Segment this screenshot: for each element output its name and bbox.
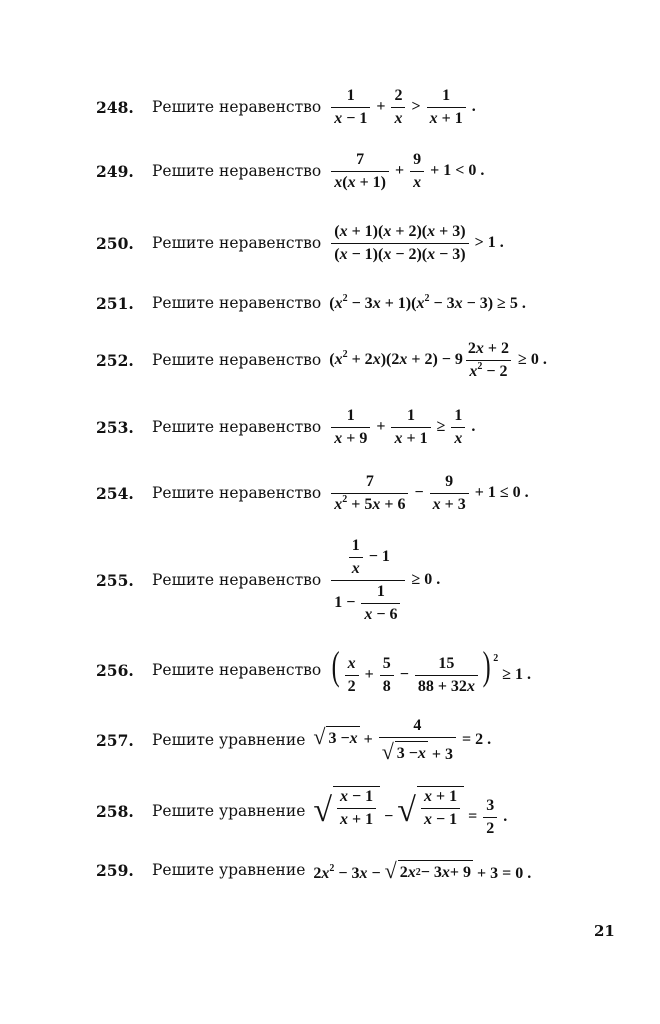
problem-250 (96, 224, 504, 263)
problem-251 (96, 293, 526, 314)
problem-number: 258. (96, 801, 134, 821)
problem-number: 248. (96, 97, 134, 117)
problem-number: 251. (96, 294, 134, 314)
formula: $\frac{1}{x + 9}$ + $\frac{1}{x + 1}$ ≥ $\frac{1}{x}$ . (329, 408, 475, 447)
formula: √ 3 − x + 4 √ 3 − x + 3 = 2 . (313, 717, 492, 764)
page-number: 21 (594, 922, 615, 940)
problem-label: Решите неравенство (152, 570, 322, 589)
problem-label: Решите неравенство (152, 294, 322, 313)
problem-label: Решите неравенство (152, 233, 322, 252)
problem-number: 256. (96, 660, 134, 680)
problem-256 (96, 643, 532, 695)
formula: $(x^2 + 2x)(2x + 2) - 9$ $\frac{2x + 2}{x^2 - 2}$ ≥ 0 . (329, 340, 547, 380)
problem-number: 250. (96, 233, 134, 253)
problem-number: 249. (96, 161, 134, 181)
problem-label: Решите неравенство (152, 350, 322, 369)
problem-253 (96, 408, 475, 447)
problem-259 (96, 860, 531, 882)
formula: $\frac{(x + 1)(x + 2)(x + 3)}{(x - 1)(x - 2)(x - 3)}$ > 1 . (329, 224, 503, 263)
formula: √ $\frac{x - 1}{x + 1}$ − √ $\frac{x + 1}{x - 1}$ = $\frac{3}{2}$ . (313, 788, 508, 837)
formula: $2x^2 - 3x$ − √ 2 x 2 − 3 x + 9 + 3 = 0 . (313, 858, 532, 883)
problem-label: Решите неравенство (152, 417, 322, 436)
problem-label: Решите уравнение (152, 861, 306, 880)
problem-label: Решите неравенство (152, 483, 322, 502)
formula: ( $\frac{x}{2}$ + $\frac{5}{8}$ − $\frac{15}{88 + 32x}$ ) $^2$ ≥ 1 . (331, 643, 532, 695)
problem-258 (96, 786, 507, 837)
problem-248 (96, 88, 476, 127)
formula: $(x^2 - 3x + 1)(x^2 - 3x - 3) \ge 5$ . (329, 293, 526, 312)
formula: $\frac{7}{x^2 + 5x + 6}$ − $\frac{9}{x + 3}$ + 1 ≤ 0 . (329, 474, 528, 513)
problem-255 (96, 538, 440, 623)
formula: $\frac{7}{x(x + 1)}$ + $\frac{9}{x}$ + 1 < 0 . (329, 152, 484, 191)
formula: $\frac{1}{x - 1}$ + $\frac{2}{x}$ > $\frac{1}{x + 1}$ . (329, 88, 476, 127)
formula: $\frac{1}{x}$ − 1 1 − $\frac{1}{x - 6}$ ≥ 0 . (329, 538, 440, 623)
problem-249 (96, 152, 484, 191)
problem-number: 255. (96, 570, 134, 590)
problem-number: 257. (96, 730, 134, 750)
problem-number: 259. (96, 861, 134, 881)
problem-number: 254. (96, 483, 134, 503)
problem-254 (96, 474, 529, 513)
problem-label: Решите уравнение (152, 730, 306, 749)
problem-label: Решите неравенство (152, 97, 322, 116)
problem-label: Решите уравнение (152, 801, 306, 820)
problem-257 (96, 718, 491, 763)
problem-label: Решите неравенство (152, 660, 322, 679)
problem-label: Решите неравенство (152, 161, 322, 180)
problem-252 (96, 341, 547, 380)
problem-number: 252. (96, 350, 134, 370)
problem-number: 253. (96, 417, 134, 437)
